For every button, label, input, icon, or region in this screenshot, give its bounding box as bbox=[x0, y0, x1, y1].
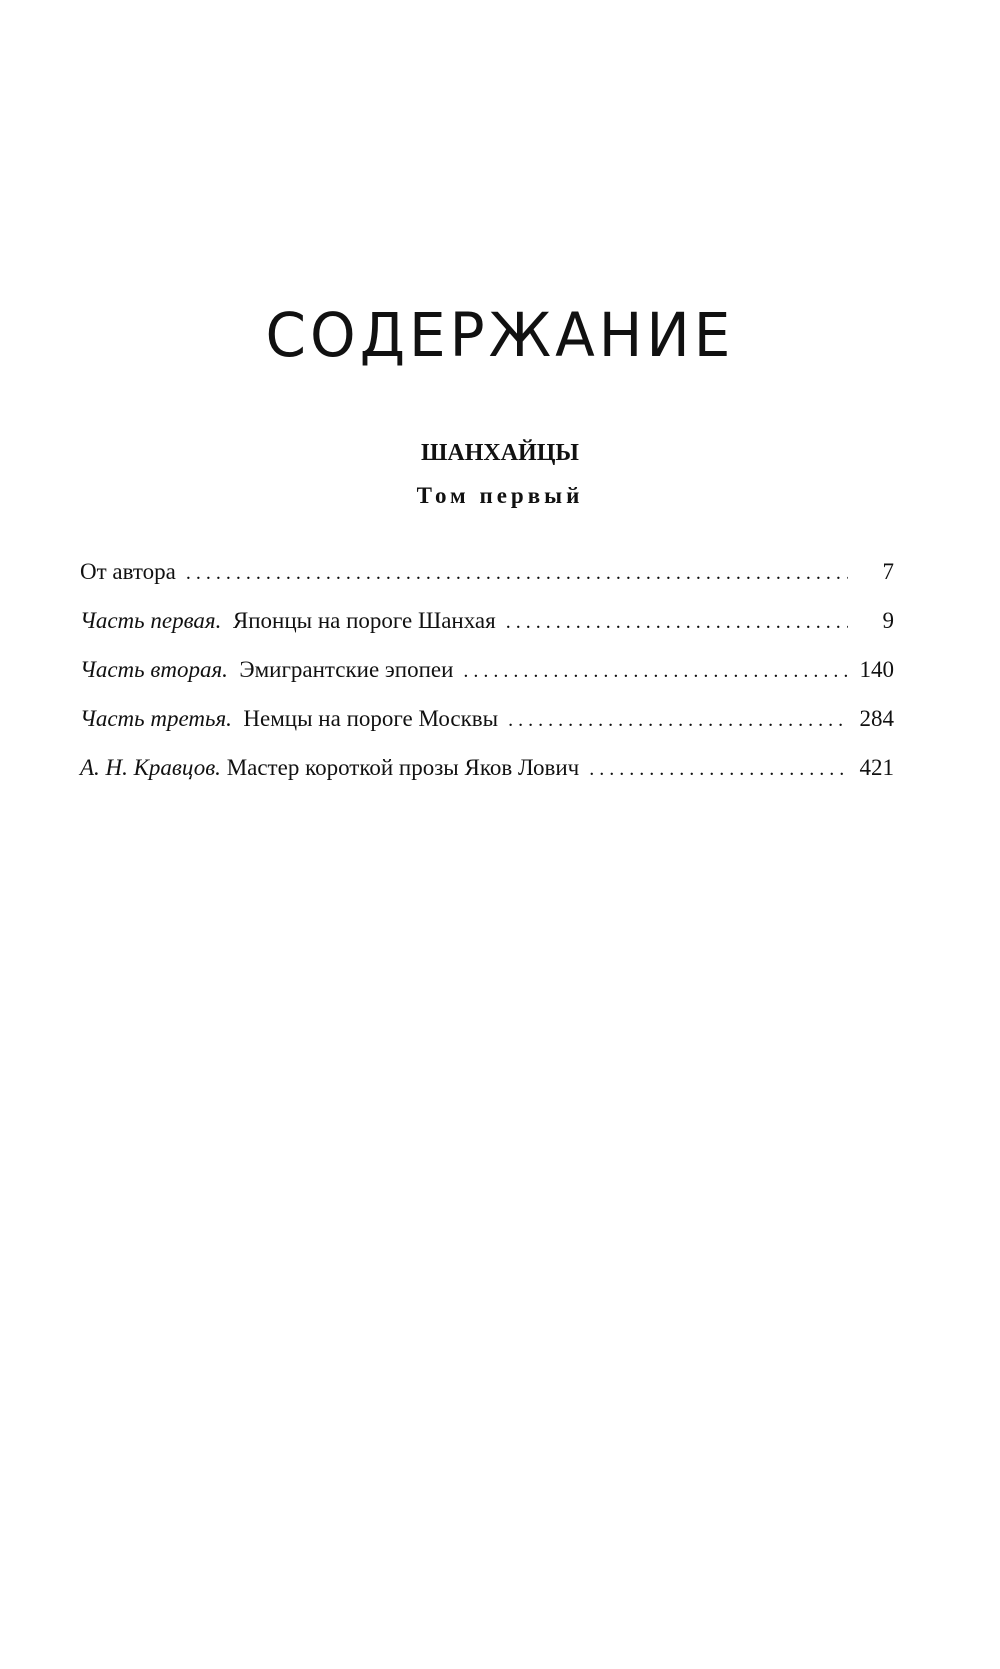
toc-entry-title: От автора bbox=[80, 559, 176, 584]
volume-title: Том первый bbox=[416, 483, 584, 508]
toc-entry-prefix: А. Н. Кравцов. bbox=[80, 755, 221, 780]
toc-entry-label bbox=[80, 658, 453, 681]
dot-leader bbox=[508, 710, 848, 730]
toc-entry-part-two bbox=[80, 658, 894, 707]
toc-entry-author-foreword bbox=[80, 560, 894, 609]
toc-page-number: 421 bbox=[859, 755, 894, 780]
toc-entry-label bbox=[80, 560, 176, 583]
dot-leader bbox=[186, 563, 848, 583]
toc-page-number: 140 bbox=[859, 657, 894, 682]
toc-entry-afterword bbox=[80, 756, 894, 805]
toc-entry-part-one bbox=[80, 609, 894, 658]
toc-entry-prefix: Часть третья. bbox=[80, 706, 232, 731]
toc-page-number: 284 bbox=[859, 706, 894, 731]
toc-page-number: 9 bbox=[882, 608, 894, 633]
table-of-contents bbox=[80, 560, 894, 805]
toc-entry-title: Мастер короткой прозы Яков Лович bbox=[226, 755, 580, 780]
toc-entry-prefix: Часть первая. bbox=[80, 608, 222, 633]
toc-entry-prefix: Часть вторая. bbox=[80, 657, 228, 682]
toc-entry-label bbox=[80, 707, 498, 730]
dot-leader bbox=[463, 661, 848, 681]
book-title: ШАНХАЙЦЫ bbox=[421, 440, 579, 466]
toc-entry-title: Японцы на пороге Шанхая bbox=[232, 608, 496, 633]
contents-heading: СОДЕРЖАНИЕ bbox=[265, 299, 735, 371]
dot-leader bbox=[589, 759, 848, 779]
toc-entry-label bbox=[80, 756, 579, 779]
toc-entry-part-three bbox=[80, 707, 894, 756]
toc-entry-title: Немцы на пороге Москвы bbox=[243, 706, 499, 731]
toc-entry-title: Эмигрантские эпопеи bbox=[239, 657, 454, 682]
toc-page-number: 7 bbox=[882, 559, 894, 584]
toc-entry-label bbox=[80, 609, 496, 632]
dot-leader bbox=[506, 612, 848, 632]
